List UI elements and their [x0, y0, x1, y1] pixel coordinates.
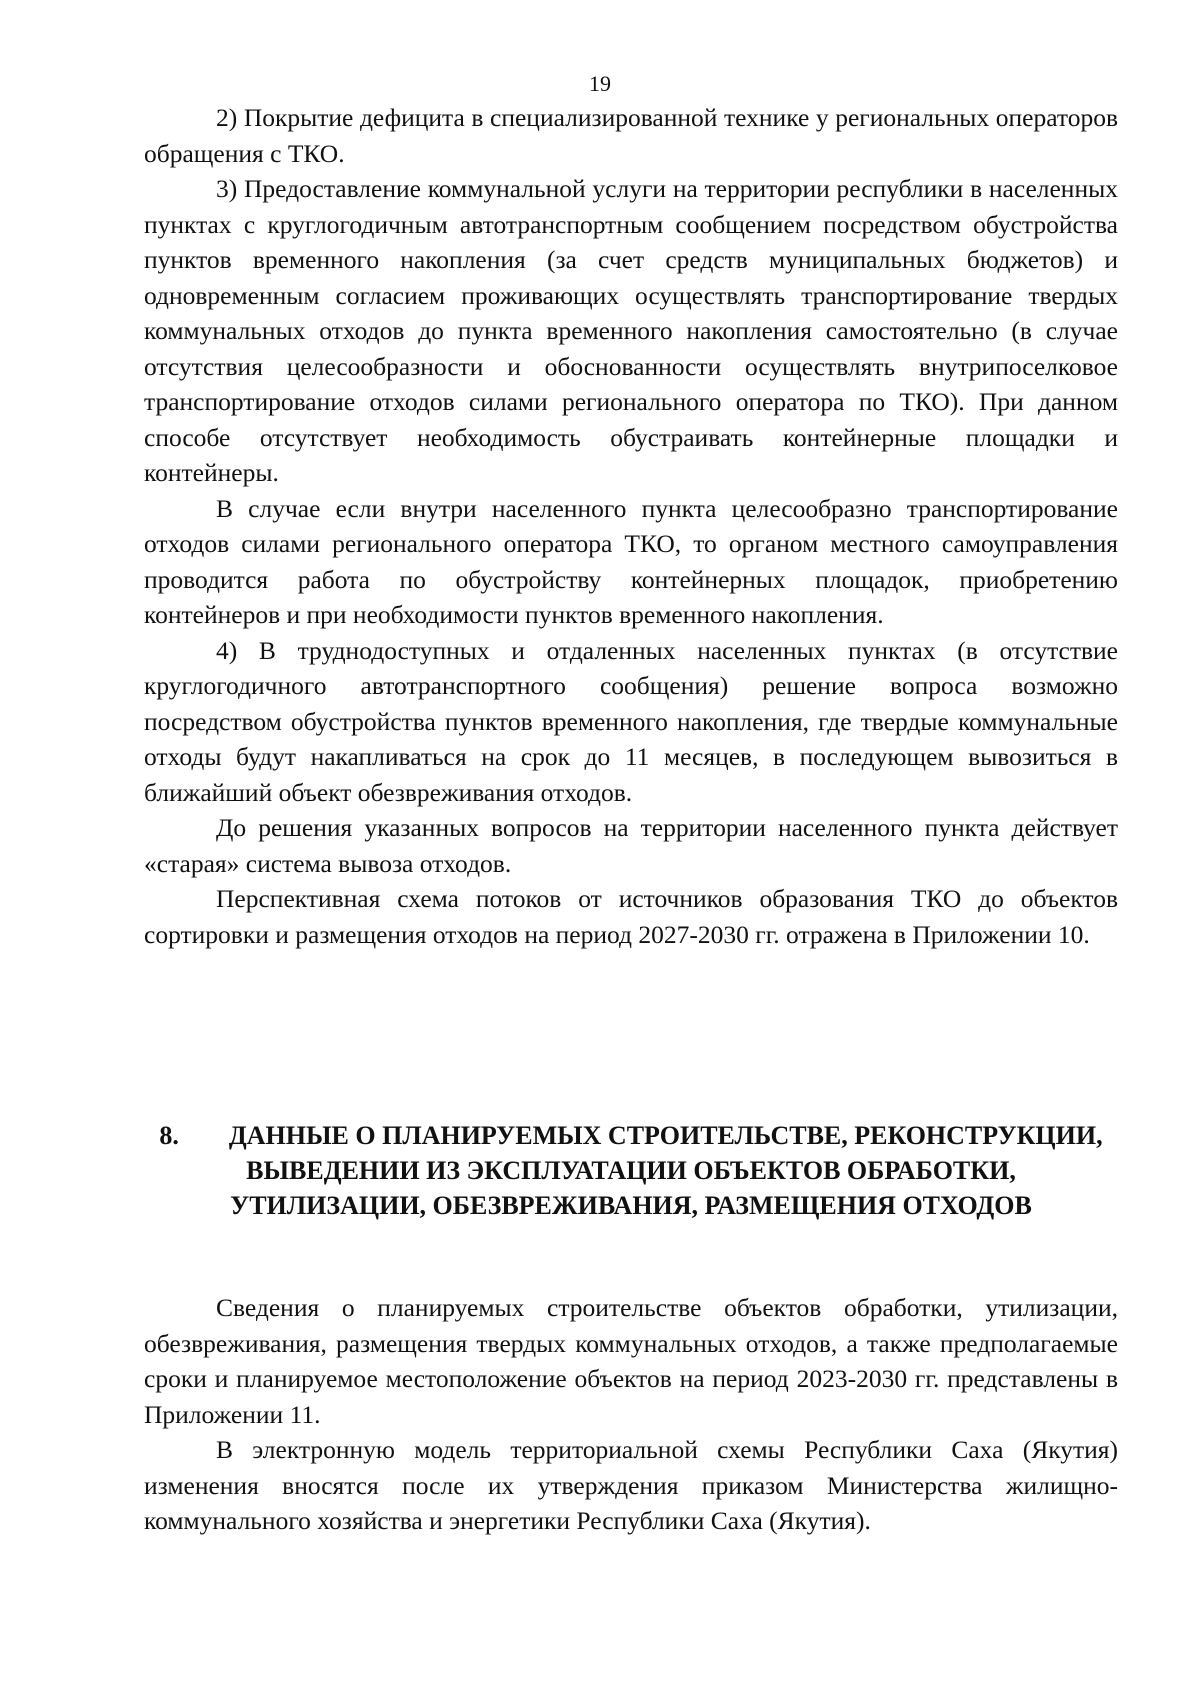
paragraph: 4) В труднодоступных и отдаленных населенных пунктах (в отсутствие круглогодичного автотранспортного сообщения) решение вопроса возможно посредством обустройства пунктов временного накопления, где твердые коммунальные отходы будут накапливаться на срок до 11 месяцев, в последующем вывозиться в ближайший объект обезвреживания отходов.: [144, 635, 1118, 807]
section-number: 8.: [159, 1121, 179, 1150]
body-text-bottom: [144, 1290, 1118, 1539]
paragraph: До решения указанных вопросов на территории населенного пункта действует «старая» система вывоза отходов.: [144, 813, 1118, 878]
page-number: 19: [589, 71, 611, 96]
paragraph: 2) Покрытие дефицита в специализированной технике у региональных операторов обращения с ТКО.: [144, 103, 1118, 168]
section-heading: [150, 1118, 1112, 1223]
section-title: ДАННЫЕ О ПЛАНИРУЕМЫХ СТРОИТЕЛЬСТВЕ, РЕКОНСТРУКЦИИ, ВЫВЕДЕНИИ ИЗ ЭКСПЛУАТАЦИИ ОБЪЕКТОВ ОБРАБОТКИ, УТИЛИЗАЦИИ, ОБЕЗВРЕЖИВАНИЯ, РАЗМЕЩЕНИЯ ОТХОДОВ: [228, 1121, 1103, 1220]
paragraph: В случае если внутри населенного пункта целесообразно транспортирование отходов силами регионального оператора ТКО, то органом местного самоуправления проводится работа по обустройству контейнерных площадок, приобретению контейнеров и при необходимости пунктов временного накопления.: [144, 493, 1118, 629]
body-text-top: [144, 100, 1118, 952]
paragraph: В электронную модель территориальной схемы Республики Саха (Якутия) изменения вносятся после их утверждения приказом Министерства жилищно-коммунального хозяйства и энергетики Республики Саха (Якутия).: [144, 1435, 1118, 1535]
paragraph: 3) Предоставление коммунальной услуги на территории республики в населенных пунктах с круглогодичным автотранспортным сообщением посредством обустройства пунктов временного накопления (за счет средств муниципальных бюджетов) и одновременным согласием проживающих осуществлять транспортирование твердых коммунальных отходов до пункта временного накопления самостоятельно (в случае отсутствия целесообразности и обоснованности осуществлять внутрипоселковое транспортирование отходов силами регионального оператора по ТКО). При данном способе отсутствует необходимость обустраивать контейнерные площадки и контейнеры.: [144, 174, 1118, 487]
paragraph: Перспективная схема потоков от источников образования ТКО до объектов сортировки и размещения отходов на период 2027-2030 гг. отражена в Приложении 10.: [144, 884, 1118, 949]
paragraph: Сведения о планируемых строительстве объектов обработки, утилизации, обезвреживания, размещения твердых коммунальных отходов, а также предполагаемые сроки и планируемое местоположение объектов на период 2023-2030 гг. представлены в Приложении 11.: [144, 1293, 1118, 1429]
